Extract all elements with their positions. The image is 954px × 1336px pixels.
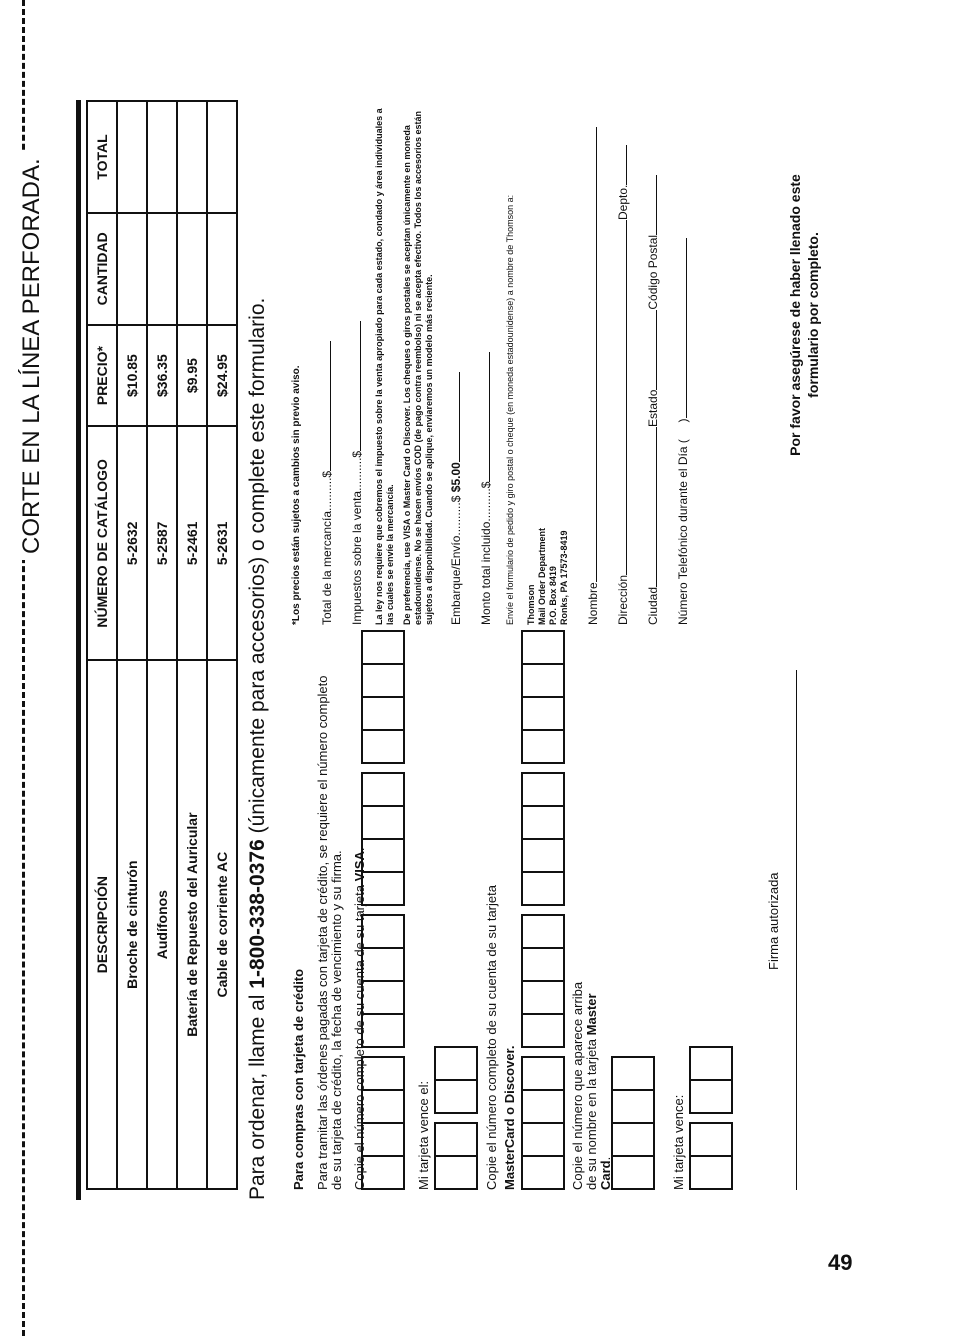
sales-tax-field[interactable]	[360, 321, 361, 451]
page-number: 49	[828, 1250, 853, 1275]
merch-total-field[interactable]	[330, 341, 331, 471]
row-price: $36.35	[147, 325, 177, 427]
sales-tax-line: Impuestos sobre la venta..........$	[350, 105, 364, 625]
send-text: Envíe el formulario de pedido y giro postal o cheque (en moneda estadounidense) a nombre de Thomson a:	[505, 194, 515, 625]
row-quantity[interactable]	[207, 213, 237, 325]
row-total[interactable]	[207, 101, 237, 213]
city-field-label: Ciudad	[646, 586, 660, 625]
row-total[interactable]	[177, 101, 207, 213]
row-description: Broche de cinturón	[117, 660, 147, 1189]
row-quantity[interactable]	[147, 213, 177, 325]
expiry-boxes-1[interactable]	[434, 1048, 478, 1190]
row-catalog: 5-2631	[207, 426, 237, 660]
mc-brand: MasterCard o Discover.	[502, 1045, 517, 1190]
tax-law-note: La ley nos requiere que cobremos el impuesto sobre la venta apropiado para cada estado, condado y área individuales a las cuales se envíe la mercancía.	[374, 108, 395, 625]
order-heading	[246, 298, 270, 1200]
visa-brand: VISA	[352, 851, 367, 882]
mc-prompt: Copie el número completo de su cuenta de su tarjeta	[484, 885, 499, 1190]
credit-section	[291, 660, 367, 1190]
order-heading-suffix: (únicamente para accesorios) o complete este formulario.	[246, 297, 269, 840]
credit-text: Para tramitar las órdenes pagadas con tarjeta de crédito, se requiere el número completo de su tarjeta de crédito, la fecha de vencimiento y su firma.	[315, 675, 344, 1190]
row-description: Audífonos	[147, 660, 177, 1189]
header-total: TOTAL	[87, 101, 117, 213]
payment-note: De preferencia, use VISA o Master Card o Discover. Los cheques o giros postales se aceptan únicamente en moneda estadounidense. No se hacen envíos COD (de pago contra reembolso) ni se acepta efectivo. Todos los accesorios están sujetos a disponibilidad. Cuando se aplique, enviaremos un modelo más reciente.	[402, 111, 434, 625]
expiry-boxes-2[interactable]	[689, 1048, 733, 1190]
credit-title: Para compras con tarjeta de crédito	[291, 968, 306, 1190]
cut-label	[18, 152, 46, 560]
price-table	[86, 100, 238, 1190]
row-quantity[interactable]	[117, 213, 147, 325]
total-incl-line: Monto total incluido..........$	[479, 105, 493, 625]
table-row	[207, 101, 237, 1189]
cut-label-text: CORTE EN LA LÍNEA PERFORADA.	[18, 158, 45, 554]
merch-dollar: $	[320, 470, 334, 478]
expires-label-1: Mi tarjeta vence el:	[416, 1080, 431, 1190]
name-prompt: Copie el número que aparece arriba de su nombre en la tarjeta Master Card.	[570, 981, 613, 1190]
shipping-label: Embarque/Envío	[449, 535, 463, 625]
mc-number-boxes[interactable]	[521, 632, 565, 1190]
row-description: Cable de corriente AC	[207, 660, 237, 1189]
mc-name-boxes[interactable]	[611, 1058, 655, 1190]
row-description: Batería de Repuesto del Auricular	[177, 660, 207, 1189]
merch-total-line: Total de la mercancía..........$	[320, 105, 334, 625]
name-field-line	[586, 105, 600, 625]
sales-tax-label: Impuestos sobre la venta	[350, 490, 364, 625]
total-dollar: $	[479, 481, 493, 489]
mail-address	[526, 105, 570, 625]
row-catalog: 5-2587	[147, 426, 177, 660]
visa-prompt: Copie el número completo de su cuenta de su tarjeta VISA.	[352, 847, 367, 1190]
address-line: Thomson	[526, 584, 536, 625]
apt-field[interactable]	[626, 145, 627, 185]
apt-field-label: Depto.	[616, 184, 630, 220]
visa-number-boxes[interactable]	[361, 632, 405, 1190]
order-heading-prefix: Para ordenar, llame al	[246, 988, 269, 1200]
price-note: *Los precios están sujetos a cambios sin previo aviso.	[291, 365, 302, 625]
signature-label: Firma autorizada	[766, 872, 781, 970]
header-quantity: CANTIDAD	[87, 213, 117, 325]
address-line: Ronks, PA 17573-8419	[559, 530, 569, 625]
address-line: Mail Order Department	[537, 527, 547, 625]
order-phone: 1-800-338-0376	[246, 839, 269, 989]
table-row	[177, 101, 207, 1189]
phone-field-line	[676, 105, 690, 625]
row-price: $24.95	[207, 325, 237, 427]
phone-close: )	[676, 418, 690, 423]
city-field[interactable]	[656, 427, 657, 587]
header-description: DESCRIPCIÓN	[87, 660, 117, 1189]
city-field-line	[646, 105, 660, 625]
row-quantity[interactable]	[177, 213, 207, 325]
name-prompt-text: Copie el número que aparece arriba de su nombre en la tarjeta	[570, 981, 599, 1190]
signature-line[interactable]	[796, 670, 797, 1190]
zip-field[interactable]	[656, 175, 657, 235]
phone-field-label: Número Telefónico durante el Día (	[676, 439, 690, 625]
table-row	[117, 101, 147, 1189]
totals-section	[291, 105, 690, 625]
name-field-label: Nombre	[586, 582, 600, 625]
table-header-row	[87, 101, 117, 1189]
state-field-label: Estado	[646, 389, 660, 427]
name-field[interactable]	[596, 127, 597, 582]
address-field-line	[616, 105, 630, 625]
row-price: $10.85	[117, 325, 147, 427]
address-field[interactable]	[626, 220, 627, 575]
top-rule	[76, 100, 81, 1200]
closing-note: Por favor asegúrese de haber llenado este formulario por completo.	[787, 174, 821, 456]
row-total[interactable]	[147, 101, 177, 213]
form-content	[66, 100, 886, 1200]
shipping-value: $5.00	[449, 462, 463, 493]
table-row	[147, 101, 177, 1189]
zip-field-label: Código Postal	[646, 234, 660, 310]
shipping-dollar: $	[449, 495, 463, 503]
total-incl-label: Monto total incluido	[479, 521, 493, 625]
header-price: PRECIO*	[87, 325, 117, 427]
phone-field[interactable]	[686, 238, 687, 418]
header-catalog: NÚMERO DE CATÁLOGO	[87, 426, 117, 660]
visa-prompt-text: Copie el número completo de su cuenta de su tarjeta	[352, 881, 367, 1190]
row-price: $9.95	[177, 325, 207, 427]
address-line: P.O. Box 8419	[548, 566, 558, 625]
row-catalog: 5-2461	[177, 426, 207, 660]
row-catalog: 5-2632	[117, 426, 147, 660]
row-total[interactable]	[117, 101, 147, 213]
state-field[interactable]	[656, 310, 657, 390]
name-brand: Master Card	[584, 993, 613, 1190]
tax-dollar: $	[350, 450, 364, 458]
shipping-line: Embarque/Envío..........$ $5.00	[449, 105, 463, 625]
total-incl-field[interactable]	[489, 352, 490, 482]
expires-label-2: Mi tarjeta vence:	[671, 1094, 686, 1190]
address-field-label: Dirección	[616, 574, 630, 625]
merch-total-label: Total de la mercancía	[320, 510, 334, 625]
